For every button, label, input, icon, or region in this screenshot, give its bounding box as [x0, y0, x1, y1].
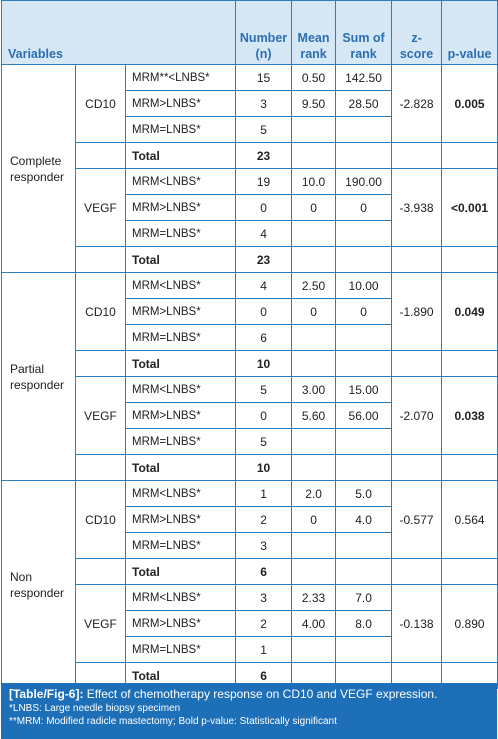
table-row: [2, 169, 498, 195]
mean-rank-cell: 0: [292, 195, 336, 221]
marker-label: CD10: [76, 481, 126, 559]
mean-rank-cell: [292, 221, 336, 247]
sum-rank-cell: 10.00: [336, 273, 392, 299]
mean-rank-cell: [292, 325, 336, 351]
sum-rank-cell: [336, 533, 392, 559]
group-label: Partial responder: [2, 273, 76, 481]
header-variables: Variables: [2, 1, 236, 65]
marker-label: CD10: [76, 65, 126, 143]
comparison-cell: MRM=LNBS*: [126, 637, 236, 663]
empty-cell: [292, 351, 336, 377]
mean-rank-cell: [292, 117, 336, 143]
mean-rank-cell: 2.50: [292, 273, 336, 299]
number-cell: 5: [236, 377, 292, 403]
comparison-cell: MRM>LNBS*: [126, 195, 236, 221]
table-row: [2, 351, 498, 377]
mean-rank-cell: 10.0: [292, 169, 336, 195]
mean-rank-cell: 2.0: [292, 481, 336, 507]
number-cell: 5: [236, 117, 292, 143]
total-number: 10: [236, 455, 292, 481]
z-score-cell: -1.890: [392, 273, 442, 351]
marker-label: CD10: [76, 273, 126, 351]
header-mean-rank: Mean rank: [292, 1, 336, 65]
total-number: 23: [236, 247, 292, 273]
z-score-cell: -2.070: [392, 377, 442, 455]
group-label: Non responder: [2, 481, 76, 689]
total-number: 10: [236, 351, 292, 377]
comparison-cell: MRM=LNBS*: [126, 429, 236, 455]
mean-rank-cell: 0: [292, 507, 336, 533]
figure-caption: [1, 683, 497, 739]
number-cell: 1: [236, 637, 292, 663]
mean-rank-cell: 3.00: [292, 377, 336, 403]
table-row: [2, 559, 498, 585]
table-row: [2, 481, 498, 507]
sum-rank-cell: 142.50: [336, 65, 392, 91]
z-score-cell: -3.938: [392, 169, 442, 247]
sum-rank-cell: 28.50: [336, 91, 392, 117]
table-row: [2, 585, 498, 611]
mean-rank-cell: 5.60: [292, 403, 336, 429]
header-z-score: z-score: [392, 1, 442, 65]
comparison-cell: MRM>LNBS*: [126, 507, 236, 533]
number-cell: 2: [236, 611, 292, 637]
p-value-cell: 0.049: [442, 273, 498, 351]
table-row: [2, 273, 498, 299]
table-row: [2, 377, 498, 403]
mean-rank-cell: [292, 533, 336, 559]
marker-spacer: [76, 455, 126, 481]
marker-spacer: [76, 351, 126, 377]
number-cell: 0: [236, 403, 292, 429]
marker-label: VEGF: [76, 585, 126, 663]
number-cell: 2: [236, 507, 292, 533]
caption-label: [Table/Fig-6]:: [9, 687, 84, 701]
sum-rank-cell: 5.0: [336, 481, 392, 507]
total-number: 6: [236, 663, 292, 689]
marker-label: VEGF: [76, 377, 126, 455]
sum-rank-cell: 0: [336, 195, 392, 221]
caption-text: Effect of chemotherapy response on CD10 and VEGF expression.: [83, 687, 438, 701]
number-cell: 1: [236, 481, 292, 507]
table-header-row: [2, 1, 498, 65]
mean-rank-cell: [292, 429, 336, 455]
z-score-cell: -0.138: [392, 585, 442, 663]
sum-rank-cell: 15.00: [336, 377, 392, 403]
footnote-lnbs: *LNBS: Large needle biopsy specimen: [9, 703, 181, 714]
comparison-cell: MRM>LNBS*: [126, 611, 236, 637]
empty-cell: [292, 559, 336, 585]
p-value-cell: <0.001: [442, 169, 498, 247]
total-label: Total: [126, 663, 236, 689]
empty-cell: [336, 559, 392, 585]
empty-cell: [292, 455, 336, 481]
number-cell: 3: [236, 533, 292, 559]
empty-cell: [392, 455, 442, 481]
number-cell: 5: [236, 429, 292, 455]
sum-rank-cell: [336, 325, 392, 351]
comparison-cell: MRM**<LNBS*: [126, 65, 236, 91]
table-body: [2, 65, 498, 689]
table-row: [2, 65, 498, 91]
comparison-cell: MRM=LNBS*: [126, 221, 236, 247]
footnote-mrm: **MRM: Modified radicle mastectomy; Bold p-value: Statistically significant: [9, 716, 337, 727]
mean-rank-cell: 0: [292, 299, 336, 325]
header-p-value: p-value: [442, 1, 498, 65]
header-number: Number (n): [236, 1, 292, 65]
header-sum-rank: Sum of rank: [336, 1, 392, 65]
table-row: [2, 143, 498, 169]
comparison-cell: MRM<LNBS*: [126, 481, 236, 507]
marker-spacer: [76, 143, 126, 169]
marker-label: VEGF: [76, 169, 126, 247]
sum-rank-cell: 190.00: [336, 169, 392, 195]
sum-rank-cell: [336, 637, 392, 663]
number-cell: 0: [236, 195, 292, 221]
sum-rank-cell: 7.0: [336, 585, 392, 611]
comparison-cell: MRM=LNBS*: [126, 533, 236, 559]
sum-rank-cell: [336, 429, 392, 455]
mean-rank-cell: 9.50: [292, 91, 336, 117]
mean-rank-cell: 2.33: [292, 585, 336, 611]
p-value-cell: 0.005: [442, 65, 498, 143]
number-cell: 15: [236, 65, 292, 91]
table-row: [2, 455, 498, 481]
total-number: 6: [236, 559, 292, 585]
number-cell: 19: [236, 169, 292, 195]
empty-cell: [442, 455, 498, 481]
p-value-cell: 0.890: [442, 585, 498, 663]
number-cell: 0: [236, 299, 292, 325]
comparison-cell: MRM=LNBS*: [126, 325, 236, 351]
empty-cell: [442, 247, 498, 273]
mean-rank-cell: [292, 637, 336, 663]
sum-rank-cell: [336, 221, 392, 247]
number-cell: 4: [236, 221, 292, 247]
table-row: [2, 247, 498, 273]
empty-cell: [392, 143, 442, 169]
empty-cell: [336, 455, 392, 481]
comparison-cell: MRM<LNBS*: [126, 273, 236, 299]
empty-cell: [442, 559, 498, 585]
total-label: Total: [126, 143, 236, 169]
mean-rank-cell: 0.50: [292, 65, 336, 91]
empty-cell: [292, 247, 336, 273]
empty-cell: [442, 351, 498, 377]
z-score-cell: -2.828: [392, 65, 442, 143]
sum-rank-cell: 4.0: [336, 507, 392, 533]
number-cell: 6: [236, 325, 292, 351]
empty-cell: [442, 143, 498, 169]
sum-rank-cell: 56.00: [336, 403, 392, 429]
comparison-cell: MRM=LNBS*: [126, 117, 236, 143]
comparison-cell: MRM>LNBS*: [126, 299, 236, 325]
sum-rank-cell: [336, 117, 392, 143]
comparison-cell: MRM<LNBS*: [126, 377, 236, 403]
empty-cell: [336, 351, 392, 377]
results-table: [1, 0, 498, 689]
total-number: 23: [236, 143, 292, 169]
comparison-cell: MRM<LNBS*: [126, 585, 236, 611]
comparison-cell: MRM>LNBS*: [126, 91, 236, 117]
number-cell: 3: [236, 585, 292, 611]
marker-spacer: [76, 247, 126, 273]
empty-cell: [392, 351, 442, 377]
marker-spacer: [76, 559, 126, 585]
total-label: Total: [126, 351, 236, 377]
number-cell: 3: [236, 91, 292, 117]
number-cell: 4: [236, 273, 292, 299]
total-label: Total: [126, 559, 236, 585]
mean-rank-cell: 4.00: [292, 611, 336, 637]
comparison-cell: MRM>LNBS*: [126, 403, 236, 429]
empty-cell: [392, 559, 442, 585]
empty-cell: [392, 247, 442, 273]
p-value-cell: 0.564: [442, 481, 498, 559]
comparison-cell: MRM<LNBS*: [126, 169, 236, 195]
group-label: Complete responder: [2, 65, 76, 273]
empty-cell: [292, 143, 336, 169]
empty-cell: [336, 143, 392, 169]
total-label: Total: [126, 247, 236, 273]
empty-cell: [336, 247, 392, 273]
sum-rank-cell: 8.0: [336, 611, 392, 637]
sum-rank-cell: 0: [336, 299, 392, 325]
p-value-cell: 0.038: [442, 377, 498, 455]
z-score-cell: -0.577: [392, 481, 442, 559]
total-label: Total: [126, 455, 236, 481]
